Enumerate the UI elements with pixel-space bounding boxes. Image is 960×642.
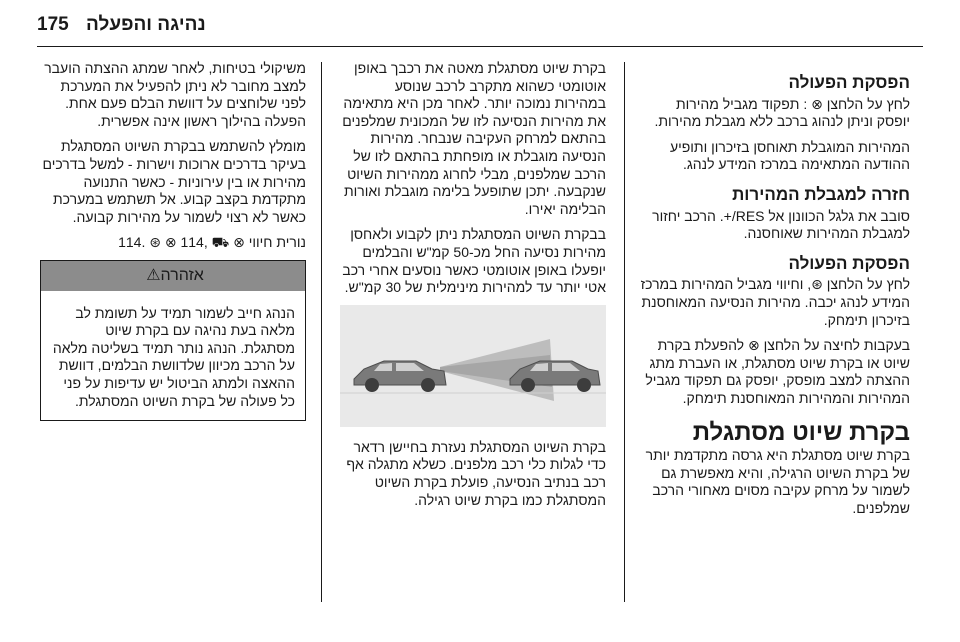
paragraph: בעקבות לחיצה על הלחצן ⊗ להפעלת בקרת שיוט או בקרת שיוט מסתגלת, או העברת מתג ההצתה למצב מופסק, יופסק גם תפקוד מגביל המהירות והמהירות המאוחסנת תימחק. <box>645 337 910 406</box>
indicator-reference: נורית חיווי ⊗ ⛟ ,114 ⊗ ⊛ .114 <box>118 234 306 251</box>
warning-box <box>40 260 306 421</box>
heading-stop-operation-2: הפסקת הפעולה <box>788 253 910 273</box>
heading-resume-limit: חזרה למגבלת המהירות <box>732 184 910 204</box>
column-left <box>40 60 306 421</box>
column-middle <box>340 60 606 517</box>
paragraph: מומלץ להשתמש בבקרת השיוט המסתגלת בעיקר בדרכים ארוכות וישרות - למשל בדרכים מהירות או בין עירוניות - כאשר התנועה מתקדמת בקצב קבוע. אל תשתמש במערכת כאשר לא רצוי לשמור על מהירות קבועה. <box>42 138 306 225</box>
column-divider <box>321 62 322 602</box>
column-divider <box>624 62 625 602</box>
paragraph: בקרת שיוט מסתגלת היא גרסה מתקדמת יותר של בקרת השיוט הרגילה, והיא מאפשרת גם לשמור על מרחק עקיבה מסוים מאחורי הרכב שמלפנים. <box>645 447 910 516</box>
paragraph: בבקרת השיוט המסתגלת ניתן לקבוע ולאחסן מהירות נסיעה החל מכ-50 קמ"ש והבלמים יופעלו באופן אוטומטי כאשר נוסעים אחרי רכב אטי יותר עד למהירות מינימלית של 30 קמ"ש. <box>342 226 606 296</box>
paragraph: לחץ על הלחצן ⊛, וחיווי מגביל המהירות במרכז המידע לנהג יכבה. מהירות הנסיעה המאוחסנת בזיכרון תימחק. <box>640 276 910 328</box>
section-title: נהיגה והפעלה <box>86 14 206 35</box>
warning-triangle-icon: ⚠ <box>146 266 161 284</box>
warning-text: הנהג חייב לשמור תמיד על תשומת לב מלאה בעת נהיגה עם בקרת שיוט מסתגלת. הנהג נותר תמיד בשליטה מלאה על הרכב מכיוון שלדוושת הבלמים, דוושת ההאצה ולמתג הביטול יש עדיפות על פני כל פעולה של בקרת השיוט המסתגלת. <box>52 304 295 409</box>
warning-title: אזהרה <box>160 266 204 284</box>
paragraph: בקרת שיוט מסתגלת מאטה את רכבך באופן אוטומטי כשהוא מתקרב לרכב שנוסע במהירות נמוכה יותר. לאחר מכן היא מתאימה את מהירות הנסיעה לזו של המכונית שמלפנים בהתאם למרחק העקיבה שנבחר. מהירות הנסיעה מוגבלת או מופחתת בהתאם לזו של הרכב שמלפנים, מבלי לחרוג ממהירות השיוט שנקבעה. יתכן שתופעל בלימה מוגבלת ואורות הבלימה יאירו. <box>342 60 606 217</box>
heading-stop-operation: הפסקת הפעולה <box>788 73 910 92</box>
heading-adaptive-cruise: בקרת שיוט מסתגלת <box>692 418 910 446</box>
paragraph: בקרת השיוט המסתגלת נעזרת בחיישן רדאר כדי לגלות כלי רכב מלפנים. כשלא מתגלה אף רכב בנתיב הנסיעה, פועלת בקרת השיוט המסתגלת כמו בקרת שיוט רגילה. <box>346 438 606 508</box>
header-rule <box>37 46 923 47</box>
warning-header <box>41 261 305 291</box>
paragraph: המהירות המוגבלת תאוחסן בזיכרון ותופיע ההודעה המתאימה במרכז המידע לנהג. <box>669 138 910 173</box>
column-right <box>640 60 910 525</box>
radar-illustration <box>340 305 606 427</box>
paragraph: לחץ על הלחצן ⊗ : תפקוד מגביל מהירות יופסק וניתן לנהוג ברכב ללא מגבלת מהירות. <box>654 95 910 130</box>
paragraph: משיקולי בטיחות, לאחר שמתג ההצתה הועבר למצב מחובר לא ניתן להפעיל את המערכת לפני שלוחצים על דוושת הבלם פעם אחת. הפעלה בהילוך ראשון אינה אפשרית. <box>44 60 306 129</box>
paragraph: סובב את גלגל הכוונון אל RES/+. הרכב יחזור למגבלת המהירות שאוחסנה. <box>652 207 910 242</box>
page-number: 175 <box>37 14 69 35</box>
